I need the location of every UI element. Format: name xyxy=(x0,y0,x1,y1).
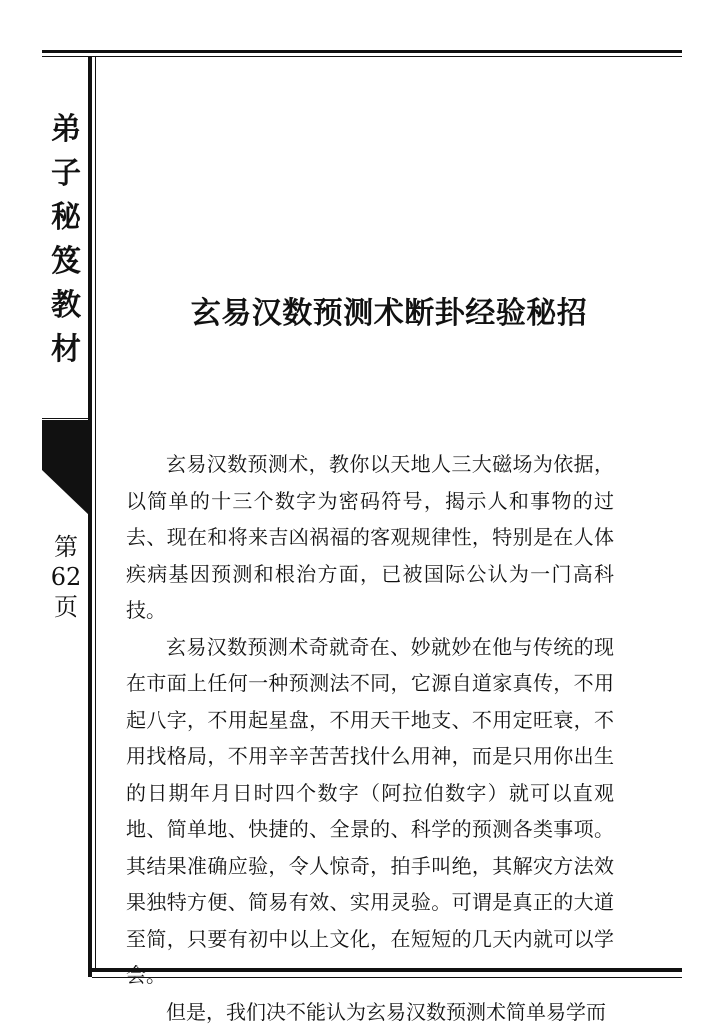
side-title xyxy=(48,108,84,372)
paragraph: 但是，我们决不能认为玄易汉数预测术简单易学而 xyxy=(126,994,614,1030)
side-title-char: 材 xyxy=(48,328,84,372)
paragraph: 玄易汉数预测术奇就奇在、妙就妙在他与传统的现在市面上任何一种预测法不同，它源自道家真传，不用起八字，不用起星盘，不用天干地支、不用定旺衰，不用找格局，不用辛辛苦苦找什么用神，而是只用你出生的日期年月日时四个数字（阿拉伯数字）就可以直观地、简单地、快捷的、全景的、科学的预测各类事项。其结果准确应验，令人惊奇，拍手叫绝，其解灾方法效果独特方便、简易有效、实用灵验。可谓是真正的大道至简，只要有初中以上文化，在短短的几天内就可以学会。 xyxy=(126,629,614,994)
page-number-label xyxy=(50,532,82,622)
page-label-suffix: 页 xyxy=(50,592,82,622)
side-title-char: 笈 xyxy=(48,240,84,284)
margin-line-thick xyxy=(88,57,92,977)
top-rule xyxy=(42,50,682,57)
bottom-rule xyxy=(92,968,682,978)
margin-line-thin xyxy=(95,57,96,972)
side-title-char: 教 xyxy=(48,284,84,328)
chapter-title: 玄易汉数预测术断卦经验秘招 xyxy=(96,288,682,332)
black-tab-marker xyxy=(42,420,92,516)
side-title-char: 弟 xyxy=(48,108,84,152)
side-title-char: 秘 xyxy=(48,196,84,240)
paragraph: 玄易汉数预测术，教你以天地人三大磁场为依据，以简单的十三个数字为密码符号，揭示人和事物的过去、现在和将来吉凶祸福的客观规律性，特别是在人体疾病基因预测和根治方面，已被国际公认为一门高科技。 xyxy=(126,446,614,629)
page-number: 62 xyxy=(50,562,82,592)
side-title-char: 子 xyxy=(48,152,84,196)
side-divider xyxy=(42,418,90,419)
page-label-prefix: 第 xyxy=(50,532,82,562)
body-text xyxy=(126,446,614,1030)
